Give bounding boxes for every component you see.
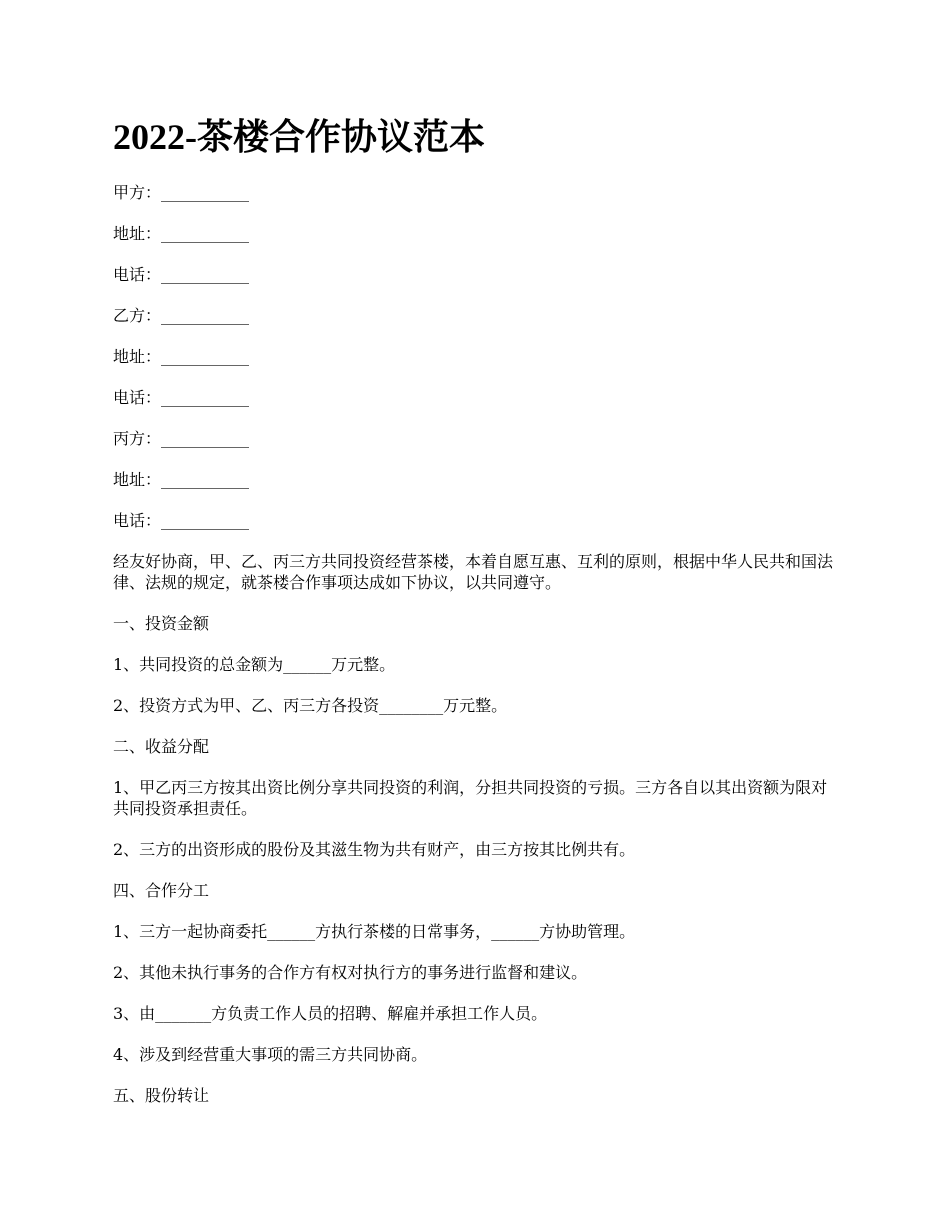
party-b-address-field: 地址：___________ <box>113 347 250 366</box>
party-a-field: 甲方：___________ <box>113 183 250 202</box>
intro-paragraph: 经友好协商，甲、乙、丙三方共同投资经营茶楼，本着自愿互惠、互利的原则，根据中华人民共和国法律、法规的规定，就茶楼合作事项达成如下协议，以共同遵守。 <box>113 552 834 592</box>
party-a-address-field: 地址：___________ <box>113 224 250 243</box>
clause-paragraph: 4、涉及到经营重大事项的需三方共同协商。 <box>113 1045 428 1064</box>
clause-paragraph: 2、三方的出资形成的股份及其滋生物为共有财产，由三方按其比例共有。 <box>113 840 636 859</box>
party-c-address-field: 地址：___________ <box>113 470 250 489</box>
section-heading-division: 四、合作分工 <box>113 881 210 900</box>
section-heading-profit: 二、收益分配 <box>113 737 210 756</box>
clause-paragraph: 1、甲乙丙三方按其出资比例分享共同投资的利润，分担共同投资的亏损。三方各自以其出资额为限对共同投资承担责任。 <box>113 778 828 818</box>
section-heading-transfer: 五、股份转让 <box>113 1086 210 1105</box>
clause-paragraph: 1、三方一起协商委托______方执行茶楼的日常事务，______方协助管理。 <box>113 922 636 941</box>
party-a-phone-field: 电话：___________ <box>113 265 250 284</box>
party-c-field: 丙方：___________ <box>113 429 250 448</box>
party-b-phone-field: 电话：___________ <box>113 388 250 407</box>
page-title: 2022-茶楼合作协议范本 <box>113 117 485 157</box>
clause-paragraph: 3、由_______方负责工作人员的招聘、解雇并承担工作人员。 <box>113 1004 548 1023</box>
document-page <box>113 112 843 1126</box>
clause-paragraph: 2、其他未执行事务的合作方有权对执行方的事务进行监督和建议。 <box>113 963 588 982</box>
party-b-field: 乙方：___________ <box>113 306 250 325</box>
clause-paragraph: 1、共同投资的总金额为______万元整。 <box>113 655 396 674</box>
party-c-phone-field: 电话：___________ <box>113 511 250 530</box>
clause-paragraph: 2、投资方式为甲、乙、丙三方各投资________万元整。 <box>113 696 508 715</box>
section-heading-investment: 一、投资金额 <box>113 614 210 633</box>
